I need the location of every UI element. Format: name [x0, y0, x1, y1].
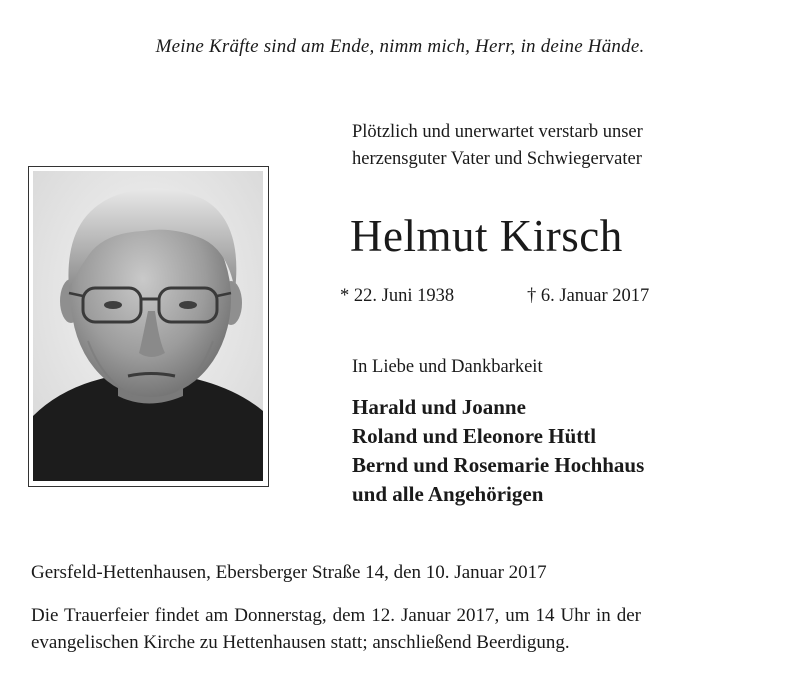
- death-date: † 6. Januar 2017: [527, 286, 650, 306]
- mourner-entry: Harald und Joanne: [352, 395, 526, 419]
- announcement-line-2: herzensguter Vater und Schwiegervater: [352, 149, 642, 169]
- portrait-photo-frame: [28, 166, 269, 487]
- mourner-entry: Bernd und Rosemarie Hochhaus: [352, 453, 645, 477]
- portrait-photo: [33, 171, 263, 481]
- deceased-name: Helmut Kirsch: [350, 211, 623, 261]
- funeral-service-info: [31, 602, 641, 656]
- announcement-line-1: Plötzlich und unerwartet verstarb unser: [352, 122, 643, 142]
- service-line-1: Die Trauerfeier findet am Donnerstag, dem 12. Januar 2017, um 14 Uhr in der: [31, 605, 641, 626]
- motto-verse: Meine Kräfte sind am Ende, nimm mich, Herr, in deine Hände.: [155, 36, 645, 57]
- dedication-text: In Liebe und Dankbarkeit: [352, 357, 543, 377]
- birth-date: * 22. Juni 1938: [340, 286, 455, 306]
- place-and-date: Gersfeld-Hettenhausen, Ebersberger Straße 14, den 10. Januar 2017: [31, 562, 547, 583]
- mourners-list: [352, 393, 644, 509]
- mourner-entry: Roland und Eleonore Hüttl: [352, 424, 597, 448]
- service-line-2: evangelischen Kirche zu Hettenhausen statt; anschließend Beerdigung.: [31, 632, 570, 653]
- mourner-entry: und alle Angehörigen: [352, 482, 544, 506]
- announcement-text: [352, 119, 643, 173]
